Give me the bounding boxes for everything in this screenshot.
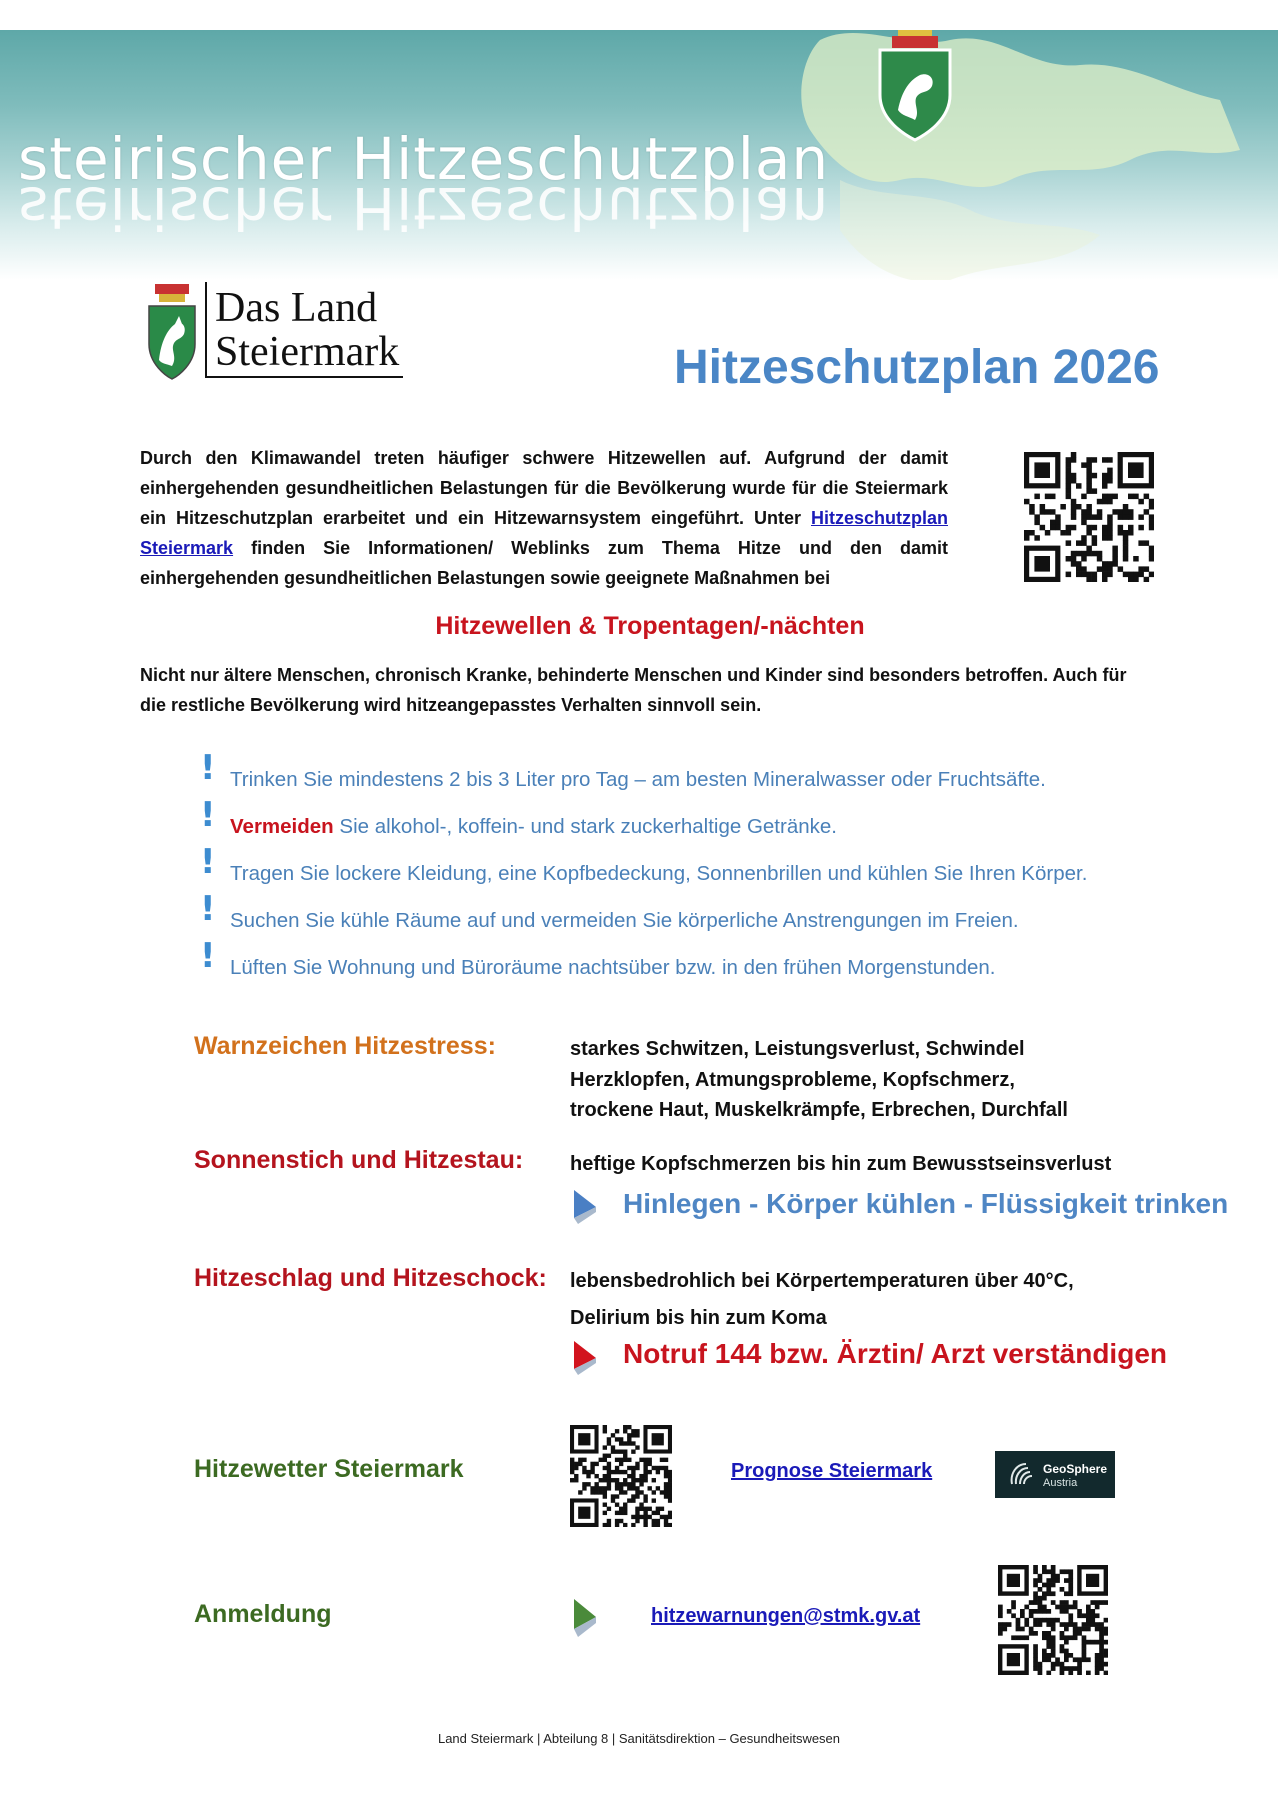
exclamation-icon: ! (200, 795, 216, 835)
intro-text-before: Durch den Klimawandel treten häufiger schwere Hitzewellen auf. Aufgrund der damit einhergehenden gesundheitlichen Belastungen für die Bevölkerung wurde für die Steiermark ein Hitzeschutzplan erarbeitet und ein Hitzewarnsystem eingeführt. Unter (140, 448, 948, 528)
qr-code-anmeldung (998, 1565, 1108, 1675)
qr-code-hitzewetter (570, 1425, 672, 1527)
logo-line-2: Steiermark (215, 329, 400, 375)
exclamation-icon: ! (200, 748, 216, 788)
list-item (200, 748, 1250, 803)
email-link[interactable]: hitzewarnungen@stmk.gv.at (651, 1605, 921, 1627)
anmeldung-label: Anmeldung (194, 1600, 332, 1628)
header-banner: steirischer Hitzeschutzplan steirischer Hitzeschutzplan (0, 30, 1278, 280)
geosphere-line-1: GeoSphere (1043, 1462, 1108, 1476)
hitzeschutzplan-link[interactable]: Hitzeschutzplan Steiermark (140, 508, 948, 558)
tip-text: Trinken Sie mindestens 2 bis 3 Liter pro Tag – am besten Mineralwasser oder Fruchtsäfte. (230, 768, 1046, 791)
warnzeichen-label: Warnzeichen Hitzestress: (194, 1032, 496, 1060)
logo-wordmark (205, 282, 403, 378)
warnzeichen-line-2: Herzklopfen, Atmungsprobleme, Kopfschmerz, (570, 1069, 1015, 1091)
exclamation-icon: ! (200, 936, 216, 976)
exclamation-icon: ! (200, 889, 216, 929)
qr-code-hitzeschutzplan (1024, 452, 1154, 582)
warnzeichen-line-3: trockene Haut, Muskelkrämpfe, Erbrechen, Durchfall (570, 1099, 1068, 1121)
risk-groups-paragraph: Nicht nur ältere Menschen, chronisch Kranke, behinderte Menschen und Kinder sind besonders betroffen. Auch für die restliche Bevölkerung wird hitzeangepasstes Verhalten sinnvoll sein. (140, 665, 1127, 715)
list-item (200, 889, 1250, 944)
list-item (200, 795, 1250, 850)
arrow-right-icon-blue (572, 1188, 600, 1226)
footer-text: Land Steiermark | Abteilung 8 | Sanitätsdirektion – Gesundheitswesen (437, 1731, 841, 1746)
tip-text: Lüften Sie Wohnung und Büroräume nachtsüber bzw. in den frühen Morgenstunden. (230, 956, 996, 979)
tips-list (200, 748, 1250, 991)
intro-text-after: finden Sie Informationen/ Weblinks zum Thema Hitze und den damit einhergehenden gesundheitlichen Belastungen sowie geeignete Maßnahmen bei (140, 538, 948, 588)
list-item (200, 842, 1250, 897)
hitzeschlag-label: Hitzeschlag und Hitzeschock: (194, 1264, 547, 1292)
arrow-right-icon-green (572, 1597, 600, 1641)
sonnenstich-action: Hinlegen - Körper kühlen - Flüssigkeit trinken (623, 1188, 1229, 1219)
geosphere-line-2: Austria (1043, 1477, 1078, 1489)
coat-of-arms-icon (145, 282, 199, 382)
hitzeschlag-line-1: lebensbedrohlich bei Körpertemperaturen über 40°C, (570, 1270, 1074, 1292)
warnzeichen-line-1: starkes Schwitzen, Leistungsverlust, Schwindel (570, 1038, 1025, 1060)
exclamation-icon: ! (200, 842, 216, 882)
page-title: Hitzeschutzplan 2026 (674, 341, 1160, 394)
banner-title: steirischer Hitzeschutzplan (18, 125, 830, 193)
prognose-steiermark-link[interactable]: Prognose Steiermark (731, 1460, 933, 1482)
land-steiermark-logo (145, 282, 410, 392)
sonnenstich-label: Sonnenstich und Hitzestau: (194, 1146, 524, 1174)
tip-text: Tragen Sie lockere Kleidung, eine Kopfbedeckung, Sonnenbrillen und kühlen Sie Ihren Körper. (230, 862, 1088, 885)
intro-paragraph (140, 443, 948, 593)
list-item (200, 936, 1250, 991)
hitzeschlag-line-2: Delirium bis hin zum Koma (570, 1307, 827, 1329)
logo-line-1: Das Land (215, 285, 378, 331)
section-subtitle: Hitzewellen & Tropentagen/-nächten (435, 612, 865, 640)
tip-highlight: Vermeiden (230, 815, 334, 838)
hitzewetter-label: Hitzewetter Steiermark (194, 1455, 464, 1483)
arrow-right-icon-red (572, 1339, 600, 1377)
tip-text: Suchen Sie kühle Räume auf und vermeiden Sie körperliche Anstrengungen im Freien. (230, 909, 1019, 932)
tip-text: Vermeiden Sie alkohol-, koffein- und stark zuckerhaltige Getränke. (230, 815, 837, 838)
hitzeschlag-action: Notruf 144 bzw. Ärztin/ Arzt verständigen (623, 1338, 1167, 1369)
geosphere-swirl-icon (1006, 1458, 1038, 1490)
sonnenstich-line: heftige Kopfschmerzen bis hin zum Bewusstseinsverlust (570, 1153, 1112, 1175)
